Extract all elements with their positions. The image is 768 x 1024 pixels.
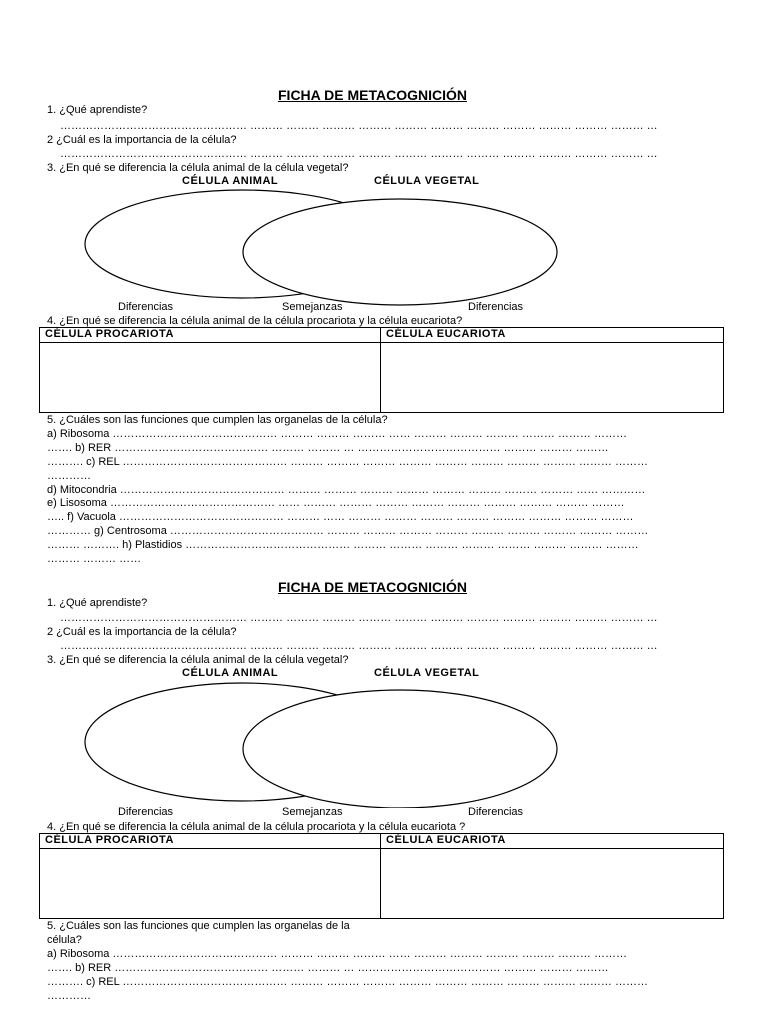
question-5: 5. ¿Cuáles son las funciones que cumplen las organelas de la [47,920,350,932]
question-3: 3. ¿En qué se diferencia la célula animal de la célula vegetal? [47,162,349,174]
col-eukaryote-header: CÉLULA EUCARIOTA [381,328,724,343]
sheet-title: FICHA DE METACOGNICIÓN [278,87,467,103]
question-1: 1. ¿Qué aprendiste? [47,104,148,116]
organelle-line[interactable]: e) Lisosoma ……………………………………… …… ……… ……… ……… ……… ……… ……… ……… ……… ……… [47,497,625,509]
organelle-line[interactable]: ……… ……… …… [47,553,142,565]
organelle-line[interactable]: ……. b) RER …………………………………… ……… ……… … ………………………………… ……… ……… ……… [47,442,609,454]
label-differences-left: Diferencias [118,806,174,818]
label-differences-right: Diferencias [468,301,524,313]
question-4: 4. ¿En qué se diferencia la célula animal de la célula procariota y la célula eucariota? [47,315,463,327]
sheet-title: FICHA DE METACOGNICIÓN [278,579,467,595]
eukaryote-answer-cell[interactable] [381,849,724,919]
venn-diagram[interactable] [80,186,565,308]
col-prokaryote-header: CÉLULA PROCARIOTA [40,834,381,849]
label-differences-left: Diferencias [118,301,174,313]
prokaryote-answer-cell[interactable] [40,343,381,413]
question-3: 3. ¿En qué se diferencia la célula animal de la célula vegetal? [47,654,349,666]
plant-cell-ellipse[interactable] [243,199,557,305]
organelle-line[interactable]: ……… ………. h) Plastidios ……………………………………… ……… ……… ……… ……… ……… ……… ……… ……… [47,539,639,551]
question-2: 2 ¿Cuál es la importancia de la célula? [47,134,237,146]
comparison-table [39,833,724,919]
organelle-line[interactable]: ………. c) REL ……………………………………… ……… ……… ……… ……… ……… ……… ……… ……… ……… ……… [47,976,648,988]
organelle-line[interactable]: a) Ribosoma ……………………………………… ……… ……… ……… …… ……… ……… ……… ……… ……… ……… [47,948,627,960]
venn-right-label: CÉLULA VEGETAL [374,175,480,187]
answer-line-1[interactable]: …………………………………………… ……… ……… ……… ……… ……… ……… ……… ……… ……… ……… ……… … [60,612,658,624]
question-4: 4. ¿En qué se diferencia la célula animal de la célula procariota y la célula eucariota ? [47,821,466,833]
organelle-line[interactable]: ………… [47,990,91,1002]
organelle-line[interactable]: ………. c) REL ……………………………………… ……… ……… ……… ……… ……… ……… ……… ……… ……… ……… [47,456,648,468]
label-differences-right: Diferencias [468,806,524,818]
answer-line-2[interactable]: …………………………………………… ……… ……… ……… ……… ……… ……… ……… ……… ……… ……… ……… … [60,148,658,160]
venn-diagram[interactable] [80,678,565,808]
eukaryote-answer-cell[interactable] [381,343,724,413]
organelle-line[interactable]: ……. b) RER …………………………………… ……… ……… … ………………………………… ……… ……… ……… [47,962,609,974]
answer-line-1[interactable]: …………………………………………… ……… ……… ……… ……… ……… ……… ……… ……… ……… ……… ……… … [60,120,658,132]
venn-left-label: CÉLULA ANIMAL [182,667,279,679]
question-1: 1. ¿Qué aprendiste? [47,597,148,609]
col-eukaryote-header: CÉLULA EUCARIOTA [381,834,724,849]
organelle-line[interactable]: ………… [47,470,91,482]
organelle-line[interactable]: d) Mitocondria ……………………………………… ……… ……… ……… ……… ……… ……… ……… ……… …… ………… [47,484,646,496]
col-prokaryote-header: CÉLULA PROCARIOTA [40,328,381,343]
question-5: 5. ¿Cuáles son las funciones que cumplen las organelas de la célula? [47,414,388,426]
organelle-line[interactable]: ….. f) Vacuola ……………………………………… ……… …… ……… ……… ……… ……… ……… ……… ……… ……… [47,511,634,523]
organelle-line[interactable]: ………… g) Centrosoma …………………………………… ……… ……… ……… ……… ……… ……… ……… ……… ……… [47,525,649,537]
question-2: 2 ¿Cuál es la importancia de la célula? [47,626,237,638]
question-5-continued: célula? [47,934,82,946]
plant-cell-ellipse[interactable] [243,690,557,808]
answer-line-2[interactable]: …………………………………………… ……… ……… ……… ……… ……… ……… ……… ……… ……… ……… ……… … [60,640,658,652]
prokaryote-answer-cell[interactable] [40,849,381,919]
organelle-line[interactable]: a) Ribosoma ……………………………………… ……… ……… ……… …… ……… ……… ……… ……… ……… ……… [47,428,627,440]
label-similarities: Semejanzas [282,806,343,818]
comparison-table [39,327,724,413]
venn-left-label: CÉLULA ANIMAL [182,175,279,187]
venn-right-label: CÉLULA VEGETAL [374,667,480,679]
label-similarities: Semejanzas [282,301,343,313]
